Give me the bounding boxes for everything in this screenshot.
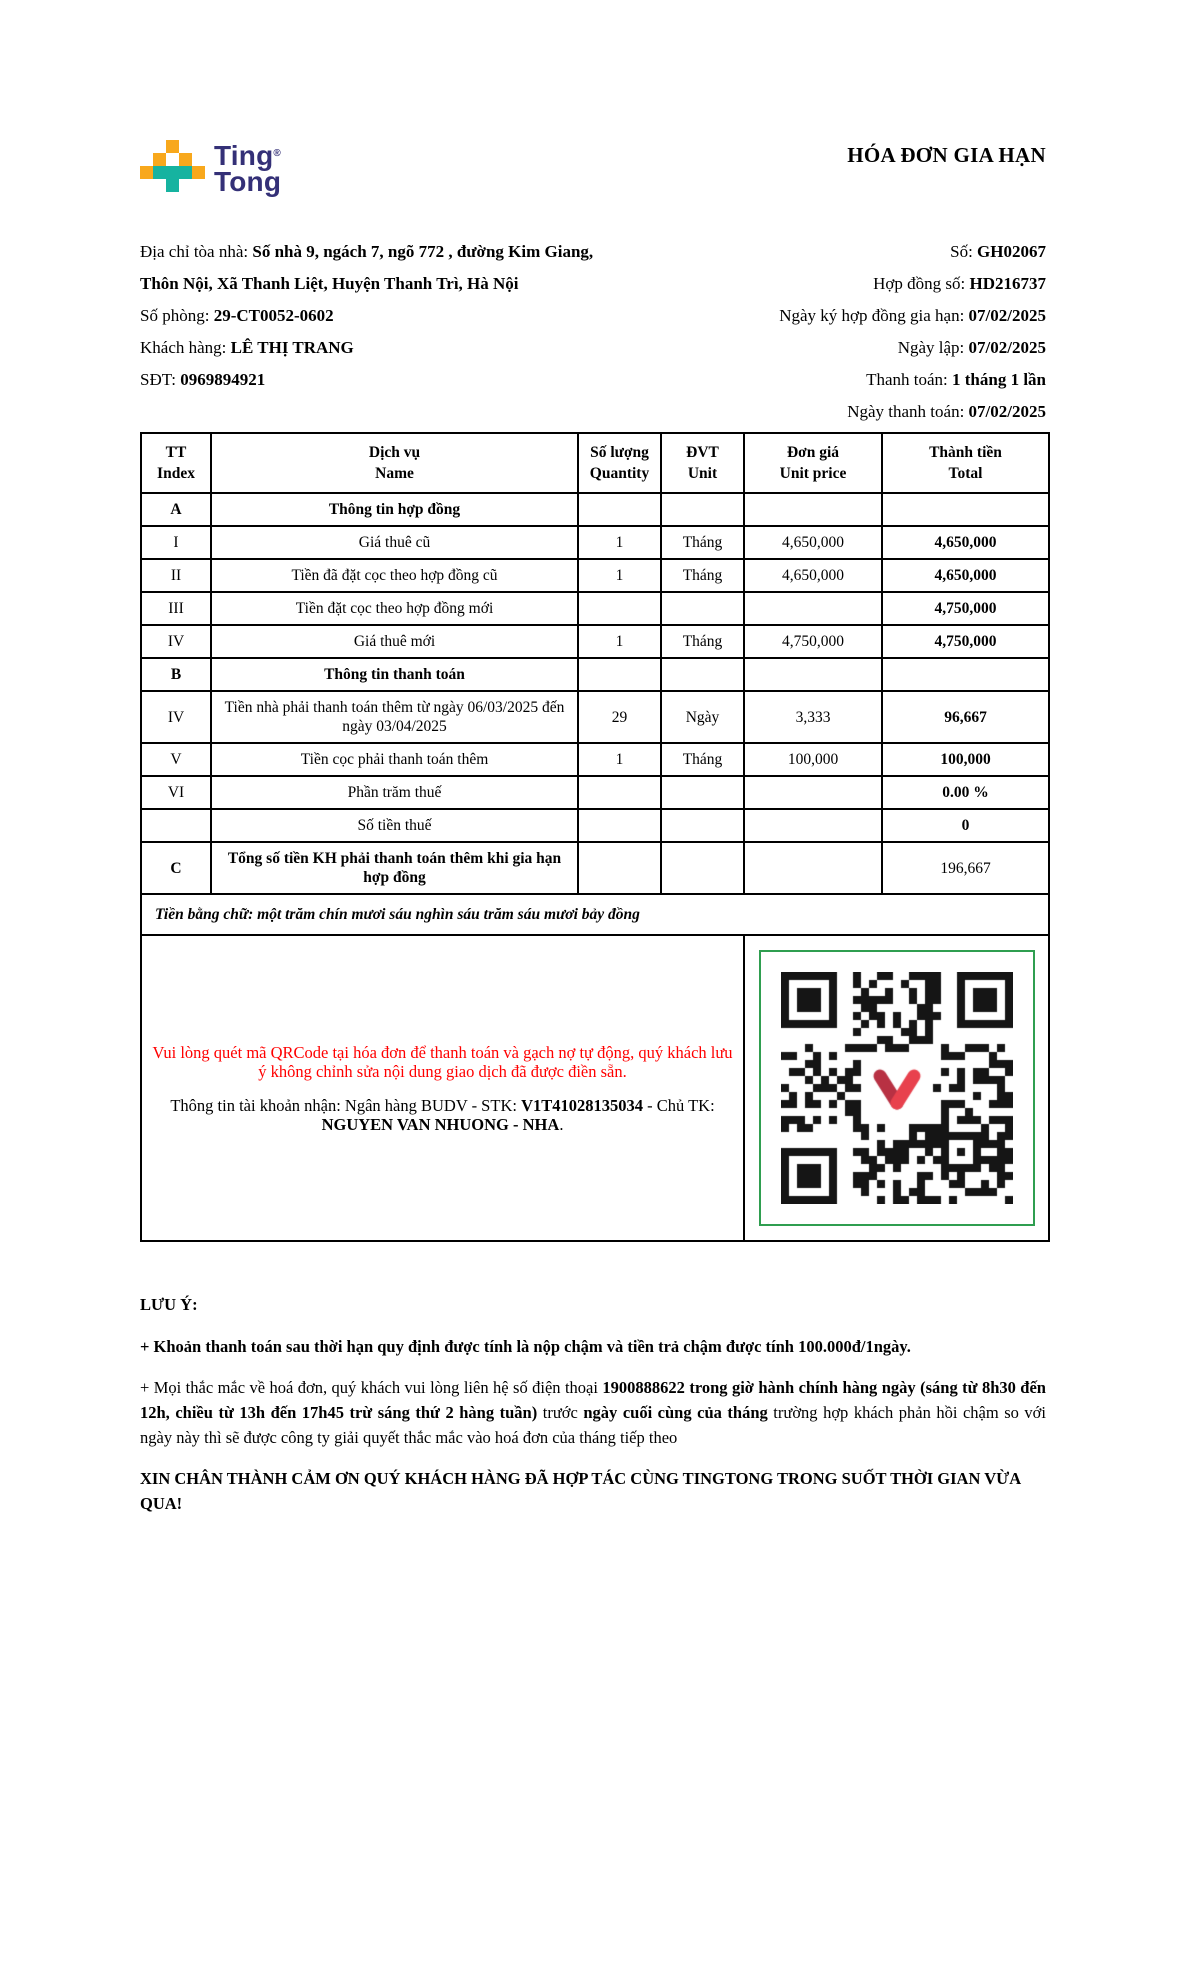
cell-quantity <box>578 493 661 526</box>
cell-name: Phần trăm thuế <box>211 776 578 809</box>
logo-pixel <box>166 179 179 192</box>
cell-total: 4,650,000 <box>882 526 1049 559</box>
column-header: Thành tiền Total <box>882 433 1049 493</box>
info-line: Hợp đồng số: HD216737 <box>873 274 1046 293</box>
cell-index: B <box>141 658 211 691</box>
info-line: Ngày ký hợp đồng gia hạn: 07/02/2025 <box>779 306 1046 325</box>
cell-unit-price <box>744 842 882 894</box>
cell-unit: Tháng <box>661 625 744 658</box>
cell-unit-price <box>744 493 882 526</box>
payment-instructions-cell <box>141 935 744 1241</box>
logo-line2: Tong <box>214 166 282 197</box>
cell-unit: Tháng <box>661 526 744 559</box>
cell-name: Số tiền thuế <box>211 809 578 842</box>
column-header: TT Index <box>141 433 211 493</box>
cell-index: III <box>141 592 211 625</box>
cell-unit-price <box>744 776 882 809</box>
cell-total <box>882 493 1049 526</box>
column-header: ĐVT Unit <box>661 433 744 493</box>
table-row <box>141 743 1049 776</box>
info-line: Địa chỉ tòa nhà: Số nhà 9, ngách 7, ngõ 772 , đường Kim Giang, <box>140 242 594 261</box>
cell-unit <box>661 776 744 809</box>
cell-total: 4,750,000 <box>882 592 1049 625</box>
table-row <box>141 658 1049 691</box>
table-row <box>141 691 1049 743</box>
cell-unit <box>661 809 744 842</box>
cell-index: A <box>141 493 211 526</box>
cell-total: 0.00 % <box>882 776 1049 809</box>
logo-pixel <box>179 153 192 166</box>
tingtong-logo-text <box>214 141 281 195</box>
cell-index <box>141 809 211 842</box>
cell-total: 100,000 <box>882 743 1049 776</box>
amount-in-words: Tiền bằng chữ: một trăm chín mươi sáu nghìn sáu trăm sáu mươi bảy đồng <box>141 894 1049 935</box>
cell-index: IV <box>141 691 211 743</box>
cell-quantity: 1 <box>578 743 661 776</box>
cell-unit: Tháng <box>661 743 744 776</box>
cell-name: Giá thuê mới <box>211 625 578 658</box>
cell-quantity <box>578 592 661 625</box>
table-row <box>141 625 1049 658</box>
invoice-table-body <box>141 493 1049 894</box>
invoice-table-head <box>141 433 1049 493</box>
cell-quantity: 1 <box>578 526 661 559</box>
amount-in-words-row <box>141 894 1049 935</box>
notes-heading: LƯU Ý: <box>140 1295 198 1314</box>
cell-quantity: 29 <box>578 691 661 743</box>
footer-notes <box>140 1292 1046 1516</box>
cell-unit <box>661 592 744 625</box>
cell-unit-price: 4,650,000 <box>744 559 882 592</box>
cell-unit-price: 4,650,000 <box>744 526 882 559</box>
cell-quantity: 1 <box>578 625 661 658</box>
cell-total: 196,667 <box>882 842 1049 894</box>
cell-quantity <box>578 809 661 842</box>
logo-pixel <box>153 166 192 179</box>
invoice-table <box>140 432 1050 1242</box>
cell-name: Tiền cọc phải thanh toán thêm <box>211 743 578 776</box>
cell-total: 4,650,000 <box>882 559 1049 592</box>
cell-quantity <box>578 842 661 894</box>
table-header-row <box>141 433 1049 493</box>
cell-index: IV <box>141 625 211 658</box>
cell-quantity <box>578 776 661 809</box>
header <box>140 140 1046 196</box>
cell-index: VI <box>141 776 211 809</box>
cell-unit: Ngày <box>661 691 744 743</box>
logo-pixel <box>140 166 153 179</box>
info-line: SĐT: 0969894921 <box>140 370 266 389</box>
logo-line1: Ting <box>214 140 274 171</box>
table-row <box>141 776 1049 809</box>
registered-mark: ® <box>273 148 281 159</box>
page-title: HÓA ĐƠN GIA HẠN <box>847 143 1046 167</box>
cell-unit: Tháng <box>661 559 744 592</box>
cell-quantity: 1 <box>578 559 661 592</box>
cell-unit <box>661 842 744 894</box>
qr-warning-text: Vui lòng quét mã QRCode tại hóa đơn để thanh toán và gạch nợ tự động, quý khách lưu ý không chỉnh sửa nội dung giao dịch đã được điền sẵn. <box>152 1042 733 1081</box>
column-header: Số lượng Quantity <box>578 433 661 493</box>
cell-index: I <box>141 526 211 559</box>
info-line: Thanh toán: 1 tháng 1 lần <box>866 370 1046 389</box>
cell-unit-price: 3,333 <box>744 691 882 743</box>
column-header: Đơn giá Unit price <box>744 433 882 493</box>
cell-name: Giá thuê cũ <box>211 526 578 559</box>
table-row <box>141 559 1049 592</box>
cell-unit-price: 4,750,000 <box>744 625 882 658</box>
info-line: Thôn Nội, Xã Thanh Liệt, Huyện Thanh Trì, Hà Nội <box>140 274 519 293</box>
cell-index: C <box>141 842 211 894</box>
qr-code-frame <box>759 950 1035 1226</box>
cell-unit-price <box>744 658 882 691</box>
cell-name: Tổng số tiền KH phải thanh toán thêm khi gia hạn hợp đồng <box>211 842 578 894</box>
cell-name: Thông tin thanh toán <box>211 658 578 691</box>
cell-unit-price <box>744 809 882 842</box>
cell-unit-price <box>744 592 882 625</box>
qr-canvas <box>781 972 1013 1204</box>
cell-quantity <box>578 658 661 691</box>
info-line: Số phòng: 29-CT0052-0602 <box>140 306 334 325</box>
cell-unit <box>661 658 744 691</box>
info-line: Khách hàng: LÊ THỊ TRANG <box>140 338 354 357</box>
qr-row <box>141 935 1049 1241</box>
cell-index: II <box>141 559 211 592</box>
info-section <box>140 236 1046 428</box>
late-payment-note: + Khoản thanh toán sau thời hạn quy định được tính là nộp chậm và tiền trả chậm được tính 100.000đ/1ngày. <box>140 1337 911 1356</box>
account-info-text: Thông tin tài khoản nhận: Ngân hàng BUDV - STK: V1T41028135034 - Chủ TK: NGUYEN VAN NHUONG - NHA. <box>170 1095 715 1134</box>
info-line: Ngày lập: 07/02/2025 <box>897 338 1046 357</box>
cell-total <box>882 658 1049 691</box>
cell-index: V <box>141 743 211 776</box>
info-right-column <box>779 236 1046 428</box>
table-row <box>141 592 1049 625</box>
cell-name: Tiền đã đặt cọc theo hợp đồng cũ <box>211 559 578 592</box>
cell-total: 96,667 <box>882 691 1049 743</box>
cell-name: Tiền nhà phải thanh toán thêm từ ngày 06/03/2025 đến ngày 03/04/2025 <box>211 691 578 743</box>
info-line: Số: GH02067 <box>950 242 1046 261</box>
table-row <box>141 842 1049 894</box>
cell-unit <box>661 493 744 526</box>
logo-pixel <box>153 153 166 166</box>
tingtong-logo <box>140 140 281 195</box>
tingtong-logo-icon <box>140 140 205 192</box>
table-row <box>141 493 1049 526</box>
cell-total: 4,750,000 <box>882 625 1049 658</box>
hotline-note: + Mọi thắc mắc về hoá đơn, quý khách vui lòng liên hệ số điện thoại 1900888622 trong giờ hành chính hàng ngày (sáng từ 8h30 đến 12h, chiều từ 13h đến 17h45 trừ sáng thứ 2 hàng tuần) trước ngày cuối cùng của tháng trường hợp khách phản hồi chậm so với ngày này thì sẽ được công ty giải quyết thắc mắc vào hoá đơn của tháng tiếp theo <box>140 1378 1046 1447</box>
info-left-column <box>140 236 705 428</box>
cell-name: Thông tin hợp đồng <box>211 493 578 526</box>
thank-you-note: XIN CHÂN THÀNH CẢM ƠN QUÝ KHÁCH HÀNG ĐÃ HỢP TÁC CÙNG TINGTONG TRONG SUỐT THỜI GIAN VỪA QUA! <box>140 1469 1021 1513</box>
cell-unit-price: 100,000 <box>744 743 882 776</box>
table-row <box>141 526 1049 559</box>
logo-pixel <box>166 140 179 153</box>
cell-total: 0 <box>882 809 1049 842</box>
table-row <box>141 809 1049 842</box>
qr-code-cell <box>744 935 1049 1241</box>
logo-pixel <box>192 166 205 179</box>
column-header: Dịch vụ Name <box>211 433 578 493</box>
cell-name: Tiền đặt cọc theo hợp đồng mới <box>211 592 578 625</box>
info-line: Ngày thanh toán: 07/02/2025 <box>847 402 1046 421</box>
